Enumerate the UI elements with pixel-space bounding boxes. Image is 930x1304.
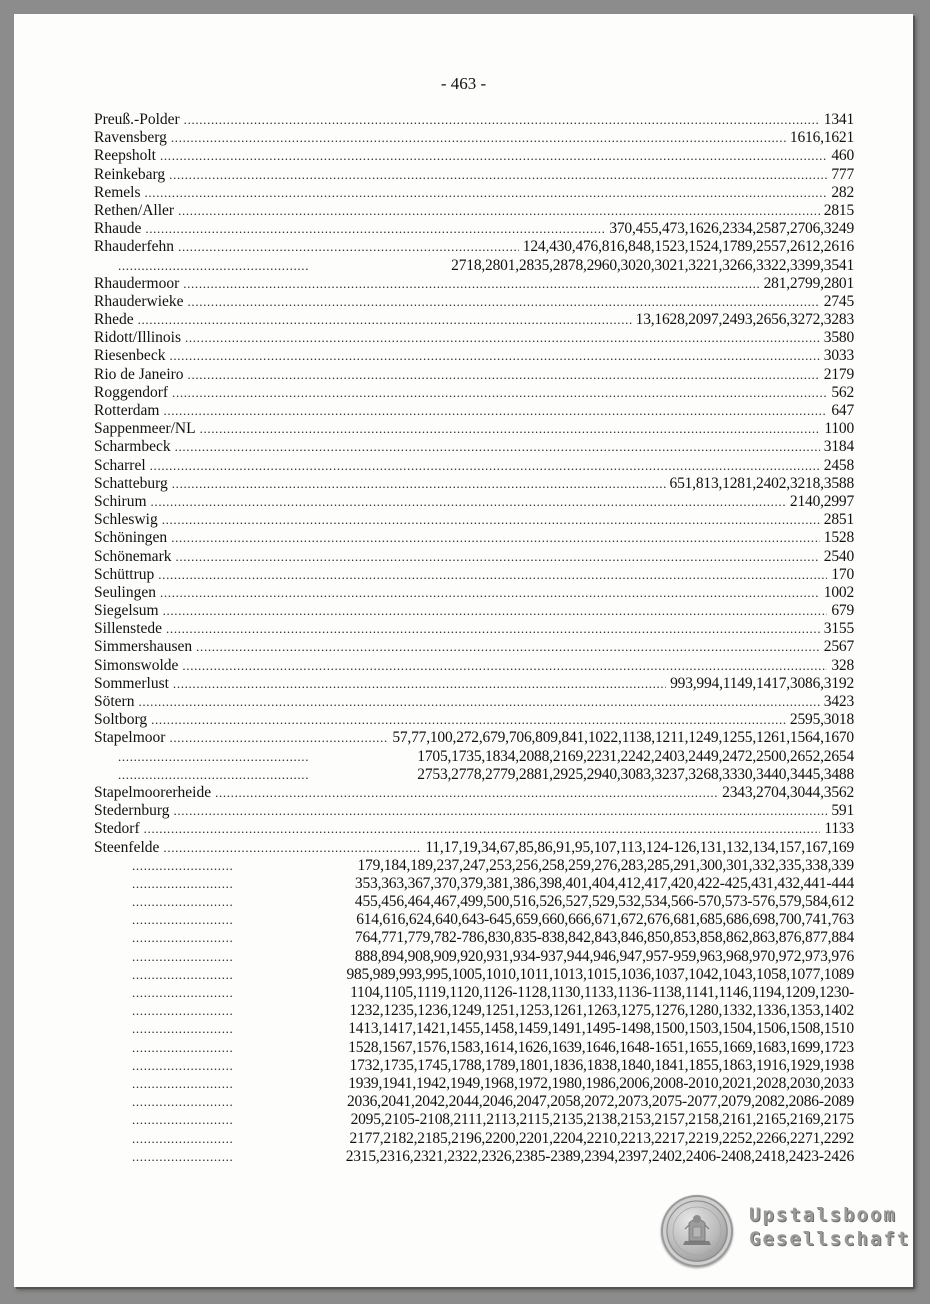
document-page	[14, 14, 913, 1287]
place-name: Preuß.-Polder	[94, 111, 180, 128]
page-references: 651,813,1281,2402,3218,3588	[669, 474, 854, 492]
page-references: 2718,2801,2835,2878,2960,3020,3021,3221,3266,3322,3399,3541	[451, 256, 854, 274]
place-name: Rhauderwieke	[94, 292, 184, 310]
page-references: 562	[831, 383, 854, 401]
index-entry	[94, 729, 854, 747]
dot-leader	[151, 711, 786, 729]
place-name: Sillenstede	[94, 620, 163, 638]
place-name: Rhaude	[94, 220, 142, 238]
page-references: 57,77,100,272,679,706,809,841,1022,1138,1211,1249,1255,1261,1564,1670	[392, 729, 854, 747]
dot-leader	[138, 311, 632, 329]
page-references: 1705,1735,1834,2088,2169,2231,2242,2403,2449,2472,2500,2652,2654	[417, 747, 854, 765]
place-name: Schatteburg	[94, 474, 168, 492]
dot-leader	[178, 202, 820, 220]
dot-leader	[132, 1111, 232, 1129]
place-name: Simonswolde	[94, 656, 179, 674]
index-entry	[94, 584, 854, 602]
page-references: 328	[831, 656, 854, 674]
dot-leader	[173, 675, 666, 693]
place-name: Schleswig	[94, 511, 158, 529]
page-references: 281,2799,2801	[763, 274, 854, 292]
place-name: Stedernburg	[94, 802, 170, 820]
page-references: 170	[831, 565, 854, 583]
dot-leader	[196, 638, 820, 656]
place-name: Sommerlust	[94, 674, 169, 692]
dot-leader	[118, 257, 308, 275]
index-entry-continuation	[94, 984, 854, 1002]
dot-leader	[118, 748, 308, 766]
index-entry-continuation	[94, 1111, 854, 1129]
place-name: Steenfelde	[94, 838, 160, 856]
index-entry	[94, 147, 854, 165]
index-entry	[94, 511, 854, 529]
dot-leader	[118, 766, 308, 784]
place-index-list	[94, 111, 854, 1166]
dot-leader	[172, 384, 827, 402]
index-entry	[94, 238, 854, 256]
place-name: Schirum	[94, 492, 147, 510]
index-entry	[94, 566, 854, 584]
dot-leader	[169, 347, 819, 365]
page-references: 3155	[823, 620, 854, 638]
page-references: 2140,2997	[789, 492, 854, 510]
index-entry-continuation	[94, 948, 854, 966]
place-name: Reinkebarg	[94, 165, 166, 183]
upstalsboom-logo	[657, 1191, 911, 1273]
place-name: Seulingen	[94, 583, 156, 601]
index-entry-continuation	[94, 966, 854, 984]
place-name: Sappenmeer/NL	[94, 420, 196, 438]
logo-line-1: Upstalsboom	[749, 1204, 897, 1226]
page-references: 1528,1567,1576,1583,1614,1626,1639,1646,1648-1651,1655,1669,1683,1699,1723	[348, 1038, 854, 1056]
index-entry	[94, 347, 854, 365]
page-references: 2753,2778,2779,2881,2925,2940,3083,3237,3268,3330,3440,3445,3488	[417, 765, 854, 783]
dot-leader	[163, 402, 827, 420]
page-references: 2095,2105-2108,2111,2113,2115,2135,2138,2153,2157,2158,2161,2165,2169,2175	[350, 1111, 854, 1129]
dot-leader	[188, 366, 820, 384]
index-entry	[94, 129, 854, 147]
place-name: Scharrel	[94, 456, 146, 474]
index-entry	[94, 638, 854, 656]
index-entry-continuation	[94, 1057, 854, 1075]
page-references: 1732,1735,1745,1788,1789,1801,1836,1838,1840,1841,1855,1863,1916,1929,1938	[349, 1056, 854, 1074]
dot-leader	[160, 584, 820, 602]
dot-leader	[132, 857, 232, 875]
dot-leader	[182, 657, 827, 675]
page-references: 2815	[823, 201, 854, 219]
place-name: Rethen/Aller	[94, 201, 175, 219]
page-references: 2745	[823, 292, 854, 310]
page-references: 679	[831, 602, 854, 620]
page-references: 3184	[823, 438, 854, 456]
dot-leader	[132, 893, 232, 911]
index-entry-continuation	[94, 893, 854, 911]
place-name: Ravensberg	[94, 129, 167, 147]
index-entry-continuation	[94, 1148, 854, 1166]
page-references: 2851	[823, 511, 854, 529]
index-entry	[94, 184, 854, 202]
index-entry	[94, 166, 854, 184]
place-name: Stapelmoorerheide	[94, 783, 212, 801]
page-references: 2177,2182,2185,2196,2200,2201,2204,2210,2213,2217,2219,2252,2266,2271,2292	[349, 1129, 854, 1147]
page-references: 993,994,1149,1417,3086,3192	[670, 674, 854, 692]
index-entry	[94, 493, 854, 511]
logo-line-2: Gesellschaft	[749, 1228, 911, 1250]
dot-leader	[169, 166, 827, 184]
dot-leader	[132, 1148, 232, 1166]
dot-leader	[175, 438, 820, 456]
place-name: Scharmbeck	[94, 438, 171, 456]
index-entry	[94, 475, 854, 493]
index-entry	[94, 384, 854, 402]
index-entry	[94, 839, 854, 857]
dot-leader	[166, 620, 820, 638]
place-name: Rotterdam	[94, 402, 160, 419]
dot-leader	[183, 275, 759, 293]
logo-wordmark	[749, 1203, 910, 1251]
index-entry	[94, 202, 854, 220]
dot-leader	[132, 1002, 232, 1020]
dot-leader	[150, 457, 820, 475]
index-entry	[94, 802, 854, 820]
index-entry	[94, 275, 854, 293]
dot-leader	[132, 948, 232, 966]
place-name: Sötern	[94, 693, 135, 710]
place-name: Simmershausen	[94, 638, 193, 656]
index-entry-continuation	[94, 1130, 854, 1148]
page-references: 2315,2316,2321,2322,2326,2385-2389,2394,2397,2402,2406-2408,2418,2423-2426	[345, 1147, 854, 1165]
index-entry	[94, 293, 854, 311]
page-references: 11,17,19,34,67,85,86,91,95,107,113,124-126,131,132,134,157,167,169	[425, 838, 854, 856]
index-entry-continuation	[94, 766, 854, 784]
dot-leader	[132, 1130, 232, 1148]
index-entry-continuation	[94, 857, 854, 875]
page-references: 1002	[823, 583, 854, 601]
index-entry-continuation	[94, 911, 854, 929]
index-entry	[94, 620, 854, 638]
page-references: 3033	[823, 347, 854, 365]
dot-leader	[160, 147, 827, 165]
place-name: Stapelmoor	[94, 729, 166, 747]
place-name: Soltborg	[94, 711, 148, 729]
dot-leader	[169, 729, 388, 747]
dot-leader	[132, 911, 232, 929]
page-references: 1528	[823, 529, 854, 547]
dot-leader	[171, 529, 820, 547]
place-name: Rhede	[94, 311, 134, 329]
index-entry-continuation	[94, 257, 854, 275]
index-entry-continuation	[94, 1075, 854, 1093]
dot-leader	[132, 1039, 232, 1057]
page-references: 460	[831, 147, 854, 165]
place-name: Stedorf	[94, 820, 140, 838]
page-references: 282	[831, 183, 854, 201]
page-references: 1413,1417,1421,1455,1458,1459,1491,1495-1498,1500,1503,1504,1506,1508,1510	[348, 1020, 854, 1038]
index-entry-continuation	[94, 1093, 854, 1111]
index-entry	[94, 693, 854, 711]
page-references: 2179	[823, 365, 854, 383]
page-references: 3580	[823, 329, 854, 347]
page-references: 2036,2041,2042,2044,2046,2047,2058,2072,2073,2075-2077,2079,2082,2086-2089	[346, 1093, 854, 1111]
place-name: Riesenbeck	[94, 347, 166, 365]
index-entry	[94, 657, 854, 675]
index-entry	[94, 602, 854, 620]
page-references: 1939,1941,1942,1949,1968,1972,1980,1986,2006,2008-2010,2021,2028,2030,2033	[348, 1074, 854, 1092]
page-references: 2567	[823, 638, 854, 656]
dot-leader	[132, 984, 232, 1002]
dot-leader	[144, 820, 821, 838]
index-entry	[94, 329, 854, 347]
dot-leader	[188, 293, 820, 311]
dot-leader	[172, 475, 666, 493]
dot-leader	[178, 238, 519, 256]
index-entry	[94, 675, 854, 693]
page-references: 3423	[823, 693, 854, 710]
index-entry-continuation	[94, 875, 854, 893]
index-entry	[94, 711, 854, 729]
page-references: 455,456,464,467,499,500,516,526,527,529,532,534,566-570,573-576,579,584,612	[354, 893, 854, 911]
dot-leader	[132, 929, 232, 947]
page-number: - 463 -	[440, 74, 487, 93]
index-entry	[94, 311, 854, 329]
place-name: Ridott/Illinois	[94, 329, 181, 347]
page-references: 764,771,779,782-786,830,835-838,842,843,846,850,853,858,862,863,876,877,884	[354, 929, 854, 947]
place-name: Remels	[94, 183, 141, 201]
dot-leader	[145, 220, 605, 238]
page-references: 2595,3018	[789, 711, 854, 729]
index-entry	[94, 457, 854, 475]
page-references: 591	[831, 802, 854, 820]
page-references: 2540	[823, 547, 854, 565]
dot-leader	[173, 802, 827, 820]
place-name: Rio de Janeiro	[94, 365, 184, 383]
page-references: 614,616,624,640,643-645,659,660,666,671,672,676,681,685,686,698,700,741,763	[356, 911, 854, 929]
seal-icon	[661, 1195, 733, 1267]
place-name: Schöningen	[94, 529, 168, 547]
dot-leader	[200, 420, 821, 438]
place-name: Schüttrup	[94, 565, 155, 583]
dot-leader	[163, 839, 421, 857]
dot-leader	[184, 111, 820, 129]
index-entry-continuation	[94, 929, 854, 947]
place-name: Rhauderfehn	[94, 238, 175, 256]
page-references: 1104,1105,1119,1120,1126-1128,1130,1133,1136-1138,1141,1146,1194,1209,1230-	[350, 984, 854, 1001]
index-entry-continuation	[94, 1039, 854, 1057]
index-entry	[94, 529, 854, 547]
place-name: Rhaudermoor	[94, 274, 180, 292]
page-references: 2458	[823, 456, 854, 474]
page-references: 1341	[823, 111, 854, 128]
index-entry-continuation	[94, 748, 854, 766]
index-entry	[94, 366, 854, 384]
dot-leader	[132, 1020, 232, 1038]
page-references: 1100	[824, 420, 854, 438]
dot-leader	[132, 875, 232, 893]
index-entry	[94, 784, 854, 802]
dot-leader	[163, 602, 828, 620]
page-references: 2343,2704,3044,3562	[722, 783, 854, 801]
page-references: 777	[831, 165, 854, 183]
dot-leader	[138, 693, 819, 711]
page-references: 370,455,473,1626,2334,2587,2706,3249	[609, 220, 854, 238]
dot-leader	[171, 129, 786, 147]
index-entry-continuation	[94, 1002, 854, 1020]
index-entry	[94, 820, 854, 838]
dot-leader	[132, 966, 232, 984]
page-references: 1133	[824, 820, 854, 838]
dot-leader	[145, 184, 828, 202]
index-entry-continuation	[94, 1020, 854, 1038]
index-entry	[94, 111, 854, 129]
page-references: 124,430,476,816,848,1523,1524,1789,2557,2612,2616	[522, 238, 854, 256]
dot-leader	[158, 566, 827, 584]
place-name: Roggendorf	[94, 383, 169, 401]
dot-leader	[132, 1057, 232, 1075]
index-entry	[94, 548, 854, 566]
place-name: Siegelsum	[94, 602, 159, 620]
dot-leader	[175, 548, 819, 566]
place-name: Schönemark	[94, 547, 172, 565]
page-references: 353,363,367,370,379,381,386,398,401,404,412,417,420,422-425,431,432,441-444	[354, 874, 854, 892]
dot-leader	[132, 1093, 232, 1111]
page-references: 13,1628,2097,2493,2656,3272,3283	[635, 311, 854, 329]
dot-leader	[215, 784, 718, 802]
place-name: Reepsholt	[94, 147, 156, 165]
index-entry	[94, 402, 854, 420]
page-references: 179,184,189,237,247,253,256,258,259,276,283,285,291,300,301,332,335,338,339	[357, 856, 854, 874]
page-references: 647	[831, 402, 854, 419]
page-references: 1616,1621	[789, 129, 854, 147]
dot-leader	[162, 511, 820, 529]
dot-leader	[132, 1075, 232, 1093]
page-references: 1232,1235,1236,1249,1251,1253,1261,1263,1275,1276,1280,1332,1336,1353,1402	[349, 1002, 854, 1020]
index-entry	[94, 438, 854, 456]
index-entry	[94, 420, 854, 438]
page-references: 985,989,993,995,1005,1010,1011,1013,1015,1036,1037,1042,1043,1058,1077,1089	[346, 965, 854, 983]
page-references: 888,894,908,909,920,931,934-937,944,946,947,957-959,963,968,970,972,973,976	[354, 947, 854, 965]
index-entry	[94, 220, 854, 238]
dot-leader	[151, 493, 786, 511]
dot-leader	[185, 329, 820, 347]
